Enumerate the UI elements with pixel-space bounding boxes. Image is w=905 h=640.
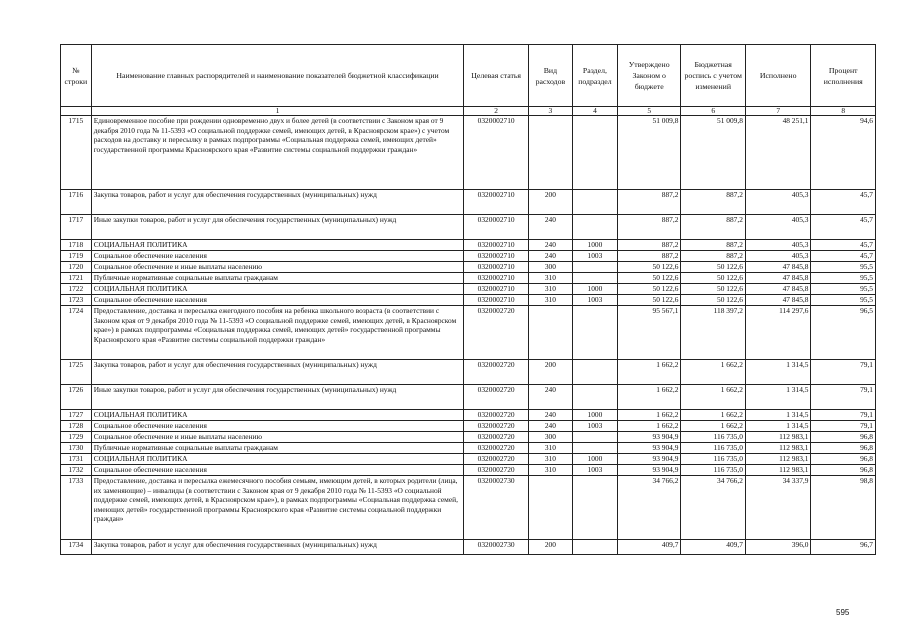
column-number: 8 [811, 107, 876, 116]
row-expense-type [528, 306, 572, 360]
row-budget: 50 122,6 [681, 295, 746, 306]
table-row [61, 284, 876, 295]
row-section: 1003 [572, 421, 617, 432]
row-executed: 112 983,1 [745, 465, 811, 476]
row-approved: 93 904,9 [617, 454, 680, 465]
row-percent: 45,7 [811, 215, 876, 240]
row-name: Публичные нормативные социальные выплаты гражданам [91, 273, 464, 284]
row-target: 0320002710 [464, 295, 529, 306]
row-approved: 50 122,6 [617, 295, 680, 306]
row-name: Закупка товаров, работ и услуг для обеспечения государственных (муниципальных) нужд [91, 190, 464, 215]
table-row [61, 476, 876, 540]
row-target: 0320002710 [464, 116, 529, 190]
row-executed: 1 314,5 [745, 385, 811, 410]
header-executed: Исполнено [745, 45, 811, 107]
row-number: 1731 [61, 454, 92, 465]
row-approved: 34 766,2 [617, 476, 680, 540]
row-name: СОЦИАЛЬНАЯ ПОЛИТИКА [91, 240, 464, 251]
column-number: 1 [91, 107, 464, 116]
table-row [61, 410, 876, 421]
row-percent: 95,5 [811, 284, 876, 295]
row-percent: 79,1 [811, 410, 876, 421]
column-number-row [61, 107, 876, 116]
row-budget: 116 735,0 [681, 443, 746, 454]
row-section: 1000 [572, 284, 617, 295]
row-expense-type [528, 476, 572, 540]
row-target: 0320002720 [464, 432, 529, 443]
table-row [61, 385, 876, 410]
row-percent: 45,7 [811, 190, 876, 215]
row-executed: 112 983,1 [745, 443, 811, 454]
row-executed: 112 983,1 [745, 454, 811, 465]
row-name: Иные закупки товаров, работ и услуг для обеспечения государственных (муниципальных) нужд [91, 385, 464, 410]
row-budget: 1 662,2 [681, 421, 746, 432]
row-expense-type: 310 [528, 284, 572, 295]
row-number: 1724 [61, 306, 92, 360]
column-number: 5 [617, 107, 680, 116]
row-expense-type: 240 [528, 240, 572, 251]
row-number: 1716 [61, 190, 92, 215]
row-executed: 114 297,6 [745, 306, 811, 360]
row-target: 0320002720 [464, 465, 529, 476]
row-number: 1726 [61, 385, 92, 410]
row-expense-type: 240 [528, 385, 572, 410]
row-expense-type: 310 [528, 295, 572, 306]
table-row [61, 190, 876, 215]
row-executed: 47 845,8 [745, 273, 811, 284]
row-budget: 887,2 [681, 240, 746, 251]
row-name: Социальное обеспечение и иные выплаты населению [91, 262, 464, 273]
row-executed: 405,3 [745, 190, 811, 215]
row-approved: 409,7 [617, 540, 680, 555]
row-expense-type: 240 [528, 410, 572, 421]
row-name: Иные закупки товаров, работ и услуг для обеспечения государственных (муниципальных) нужд [91, 215, 464, 240]
row-budget: 116 735,0 [681, 454, 746, 465]
row-name: Предоставление, доставка и пересылка ежемесячного пособия семьям, имеющим детей, в которых родители (лица, их заменяющие) – инвалиды (в соответствии с Законом края от 9 декабря 2010 года № 11-5393 «О социальной поддержке семей, имеющих детей, в Красноярском крае»), в рамках подпрограммы «Социальная поддержка семей, имеющих детей» государственной программы Красноярского края «Развитие системы социальной поддержки граждан» [91, 476, 464, 540]
header-percent: Процент исполнения [811, 45, 876, 107]
row-executed: 34 337,9 [745, 476, 811, 540]
row-section [572, 116, 617, 190]
column-number: 2 [464, 107, 529, 116]
row-number: 1715 [61, 116, 92, 190]
row-name: Закупка товаров, работ и услуг для обеспечения государственных (муниципальных) нужд [91, 360, 464, 385]
row-percent: 98,8 [811, 476, 876, 540]
row-budget: 50 122,6 [681, 273, 746, 284]
row-approved: 51 009,8 [617, 116, 680, 190]
row-name: Социальное обеспечение и иные выплаты населению [91, 432, 464, 443]
row-executed: 405,3 [745, 215, 811, 240]
row-approved: 50 122,6 [617, 262, 680, 273]
row-budget: 34 766,2 [681, 476, 746, 540]
row-percent: 96,8 [811, 432, 876, 443]
row-section [572, 215, 617, 240]
row-number: 1717 [61, 215, 92, 240]
row-section: 1000 [572, 454, 617, 465]
table-row [61, 443, 876, 454]
row-target: 0320002710 [464, 215, 529, 240]
row-name: Публичные нормативные социальные выплаты гражданам [91, 443, 464, 454]
row-budget: 116 735,0 [681, 432, 746, 443]
row-number: 1730 [61, 443, 92, 454]
row-expense-type: 200 [528, 360, 572, 385]
row-number: 1728 [61, 421, 92, 432]
row-number: 1727 [61, 410, 92, 421]
header-row [61, 45, 876, 107]
row-budget: 116 735,0 [681, 465, 746, 476]
header-target: Целевая статья [464, 45, 529, 107]
row-name: Социальное обеспечение населения [91, 295, 464, 306]
header-row-no: № строки [61, 45, 92, 107]
row-budget: 1 662,2 [681, 410, 746, 421]
row-target: 0320002720 [464, 360, 529, 385]
row-section: 1003 [572, 295, 617, 306]
header-name: Наименование главных распорядителей и наименование показателей бюджетной классификации [91, 45, 464, 107]
row-number: 1729 [61, 432, 92, 443]
row-executed: 1 314,5 [745, 410, 811, 421]
row-expense-type [528, 116, 572, 190]
row-percent: 95,5 [811, 262, 876, 273]
row-budget: 1 662,2 [681, 385, 746, 410]
row-expense-type: 310 [528, 443, 572, 454]
row-percent: 95,5 [811, 273, 876, 284]
row-budget: 50 122,6 [681, 262, 746, 273]
table-row [61, 295, 876, 306]
row-target: 0320002720 [464, 385, 529, 410]
row-number: 1722 [61, 284, 92, 295]
table-row [61, 215, 876, 240]
row-budget: 887,2 [681, 215, 746, 240]
page-number: 595 [836, 608, 850, 617]
row-name: СОЦИАЛЬНАЯ ПОЛИТИКА [91, 410, 464, 421]
row-percent: 96,7 [811, 540, 876, 555]
row-percent: 96,8 [811, 454, 876, 465]
row-target: 0320002720 [464, 306, 529, 360]
column-number: 6 [681, 107, 746, 116]
row-number: 1719 [61, 251, 92, 262]
row-approved: 1 662,2 [617, 385, 680, 410]
column-number: 7 [745, 107, 811, 116]
row-name: Закупка товаров, работ и услуг для обеспечения государственных (муниципальных) нужд [91, 540, 464, 555]
row-percent: 45,7 [811, 251, 876, 262]
column-number-empty [61, 107, 92, 116]
row-expense-type: 300 [528, 262, 572, 273]
row-approved: 887,2 [617, 251, 680, 262]
table-row [61, 540, 876, 555]
row-number: 1718 [61, 240, 92, 251]
table-row [61, 432, 876, 443]
table-row [61, 240, 876, 251]
row-target: 0320002720 [464, 421, 529, 432]
row-target: 0320002710 [464, 240, 529, 251]
row-target: 0320002710 [464, 284, 529, 295]
table-row [61, 273, 876, 284]
header-expense-type: Вид расходов [528, 45, 572, 107]
row-section [572, 443, 617, 454]
row-section [572, 306, 617, 360]
row-executed: 1 314,5 [745, 360, 811, 385]
row-budget: 887,2 [681, 251, 746, 262]
row-number: 1733 [61, 476, 92, 540]
row-number: 1732 [61, 465, 92, 476]
row-target: 0320002730 [464, 540, 529, 555]
row-section [572, 273, 617, 284]
row-section: 1000 [572, 240, 617, 251]
table-row [61, 465, 876, 476]
row-name: Социальное обеспечение населения [91, 465, 464, 476]
row-approved: 887,2 [617, 215, 680, 240]
row-section: 1003 [572, 251, 617, 262]
row-target: 0320002720 [464, 443, 529, 454]
row-percent: 96,5 [811, 306, 876, 360]
row-executed: 112 983,1 [745, 432, 811, 443]
row-approved: 50 122,6 [617, 284, 680, 295]
row-executed: 47 845,8 [745, 295, 811, 306]
row-name: Единовременное пособие при рождении одновременно двух и более детей (в соответствии с Законом края от 9 декабря 2010 года № 11-5393 «О социальной поддержке семей, имеющих детей, в Красноярском крае») с учетом расходов на доставку и пересылку в рамках подпрограммы «Социальная поддержка семей, имеющих детей» государственной программы Красноярского края «Развитие системы социальной поддержки граждан» [91, 116, 464, 190]
header-section: Раздел, подраздел [572, 45, 617, 107]
row-percent: 79,1 [811, 385, 876, 410]
row-budget: 887,2 [681, 190, 746, 215]
row-approved: 887,2 [617, 190, 680, 215]
row-budget: 118 397,2 [681, 306, 746, 360]
row-number: 1725 [61, 360, 92, 385]
row-percent: 95,5 [811, 295, 876, 306]
table-row [61, 262, 876, 273]
row-name: Социальное обеспечение населения [91, 421, 464, 432]
row-expense-type: 240 [528, 215, 572, 240]
row-target: 0320002710 [464, 273, 529, 284]
row-section [572, 540, 617, 555]
row-name: СОЦИАЛЬНАЯ ПОЛИТИКА [91, 284, 464, 295]
row-approved: 1 662,2 [617, 410, 680, 421]
row-percent: 96,8 [811, 443, 876, 454]
row-section [572, 385, 617, 410]
row-expense-type: 300 [528, 432, 572, 443]
header-approved: Утверждено Законом о бюджете [617, 45, 680, 107]
row-approved: 93 904,9 [617, 443, 680, 454]
row-name: СОЦИАЛЬНАЯ ПОЛИТИКА [91, 454, 464, 465]
row-section [572, 360, 617, 385]
row-name: Предоставление, доставка и пересылка ежегодного пособия на ребенка школьного возраста (в соответствии с Законом края от 9 декабря 2010 года № 11-5393 «О социальной поддержке семей, имеющих детей, в Красноярском крае») в рамках подпрограммы «Социальная поддержка семей, имеющих детей» государственной программы Красноярского края «Развитие системы социальной поддержки граждан» [91, 306, 464, 360]
row-executed: 396,0 [745, 540, 811, 555]
table-row [61, 360, 876, 385]
table-row [61, 251, 876, 262]
row-approved: 93 904,9 [617, 432, 680, 443]
row-executed: 1 314,5 [745, 421, 811, 432]
row-target: 0320002710 [464, 262, 529, 273]
row-expense-type: 310 [528, 454, 572, 465]
row-section: 1000 [572, 410, 617, 421]
row-executed: 47 845,8 [745, 284, 811, 295]
table-row [61, 454, 876, 465]
row-percent: 79,1 [811, 421, 876, 432]
row-number: 1734 [61, 540, 92, 555]
row-budget: 51 009,8 [681, 116, 746, 190]
budget-table [60, 44, 876, 555]
row-budget: 1 662,2 [681, 360, 746, 385]
row-budget: 409,7 [681, 540, 746, 555]
row-target: 0320002720 [464, 454, 529, 465]
row-budget: 50 122,6 [681, 284, 746, 295]
row-percent: 96,8 [811, 465, 876, 476]
row-number: 1720 [61, 262, 92, 273]
row-approved: 95 567,1 [617, 306, 680, 360]
column-number: 4 [572, 107, 617, 116]
row-number: 1721 [61, 273, 92, 284]
row-approved: 1 662,2 [617, 421, 680, 432]
row-expense-type: 310 [528, 273, 572, 284]
row-executed: 48 251,1 [745, 116, 811, 190]
row-section [572, 476, 617, 540]
table-row [61, 306, 876, 360]
row-target: 0320002710 [464, 190, 529, 215]
column-number: 3 [528, 107, 572, 116]
row-approved: 1 662,2 [617, 360, 680, 385]
row-section [572, 190, 617, 215]
row-section [572, 262, 617, 273]
row-percent: 94,6 [811, 116, 876, 190]
row-expense-type: 200 [528, 190, 572, 215]
row-executed: 405,3 [745, 240, 811, 251]
row-approved: 50 122,6 [617, 273, 680, 284]
row-approved: 93 904,9 [617, 465, 680, 476]
row-target: 0320002730 [464, 476, 529, 540]
row-expense-type: 240 [528, 251, 572, 262]
row-expense-type: 310 [528, 465, 572, 476]
header-budget-list: Бюджетная роспись с учетом изменений [681, 45, 746, 107]
row-percent: 45,7 [811, 240, 876, 251]
row-target: 0320002710 [464, 251, 529, 262]
row-executed: 47 845,8 [745, 262, 811, 273]
row-expense-type: 240 [528, 421, 572, 432]
row-name: Социальное обеспечение населения [91, 251, 464, 262]
table-row [61, 421, 876, 432]
row-section [572, 432, 617, 443]
row-percent: 79,1 [811, 360, 876, 385]
table-row [61, 116, 876, 190]
row-executed: 405,3 [745, 251, 811, 262]
row-number: 1723 [61, 295, 92, 306]
row-expense-type: 200 [528, 540, 572, 555]
row-approved: 887,2 [617, 240, 680, 251]
row-section: 1003 [572, 465, 617, 476]
row-target: 0320002720 [464, 410, 529, 421]
